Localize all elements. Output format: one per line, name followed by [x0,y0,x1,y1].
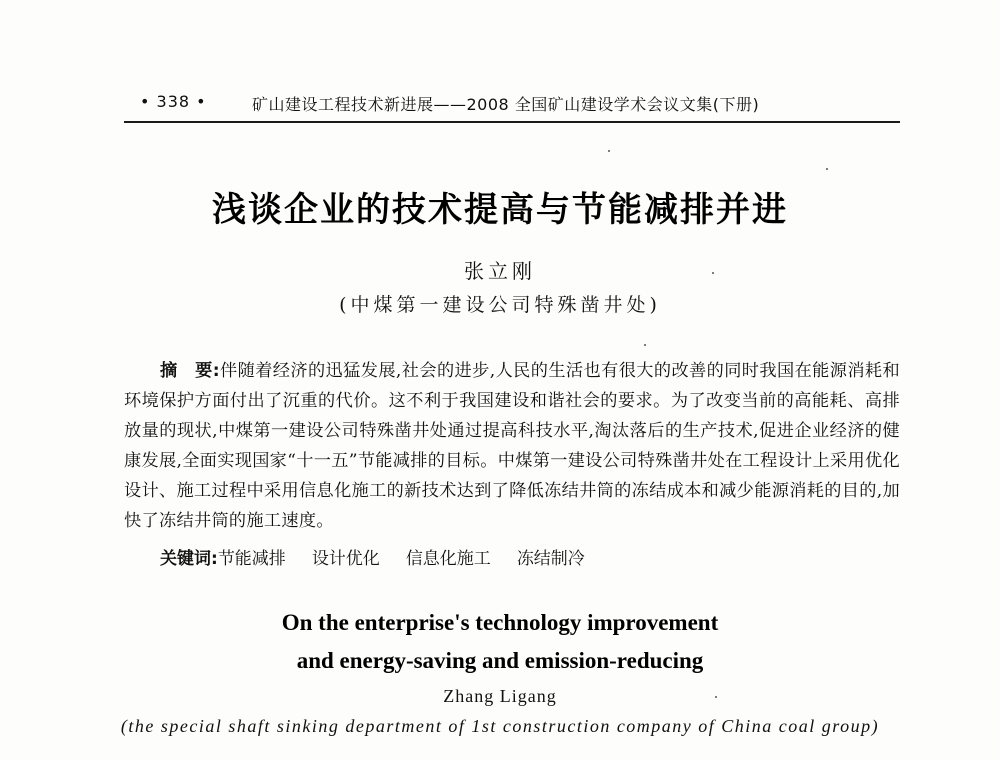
header-rule [124,121,900,123]
author-name-cn: 张立刚 [464,259,536,283]
article-title-cn: 浅谈企业的技术提高与节能减排并进 [212,190,788,230]
scan-speck [826,168,828,170]
journal-title: 矿山建设工程技术新进展——2008 全国矿山建设学术会议文集(下册) [252,95,760,114]
scan-speck [608,150,610,152]
scan-speck [712,272,714,274]
scan-speck [644,344,646,346]
article-title-en-line1: On the enterprise's technology improvement [281,610,719,635]
keywords-line [160,544,900,569]
abstract-text: 伴随着经济的迅猛发展,社会的进步,人民的生活也有很大的改善的同时我国在能源消耗和环境保护方面付出了沉重的代价。这不利于我国建设和谐社会的要求。为了改变当前的高能耗、高排放量的现状,中煤第一建设公司特殊凿井处通过提高科技水平,淘汰落后的生产技术,促进企业经济的健康发展,全面实现国家“十一五”节能减排的目标。中煤第一建设公司特殊凿井处在工程设计上采用优化设计、施工过程中采用信息化施工的新技术达到了降低冻结井筒的冻结成本和减少能源消耗的目的,加快了冻结井筒的施工速度。 [124,361,900,531]
scan-speck [715,696,717,698]
affiliation-cn: (中煤第一建设公司特殊凿井处) [339,294,661,316]
running-header [124,90,900,118]
keyword: 设计优化 [311,549,380,569]
affiliation-en: (the special shaft sinking department of 1st construction company of China coal group) [120,716,880,736]
author-name-en: Zhang Ligang [443,686,557,706]
keyword: 冻结制冷 [516,549,585,569]
keywords-label: 关键词: [160,549,218,569]
abstract-label: 摘 要: [160,361,220,381]
abstract-paragraph [124,356,900,536]
page-number: • 338 • [140,92,207,111]
article-title-en-line2: and energy-saving and emission-reducing [296,648,704,673]
keyword: 信息化施工 [405,549,491,569]
keyword: 节能减排 [217,549,286,569]
